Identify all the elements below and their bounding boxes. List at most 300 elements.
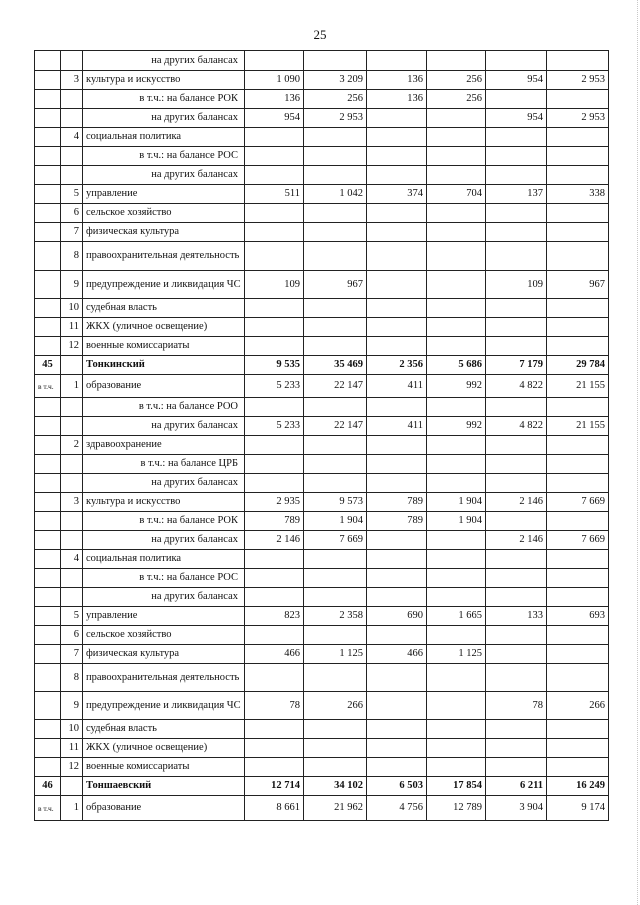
table-row <box>35 796 609 821</box>
row-main-number <box>35 645 61 664</box>
row-main-number <box>35 242 61 271</box>
row-main-number <box>35 90 61 109</box>
value-cell <box>304 474 367 493</box>
table-row <box>35 417 609 436</box>
value-cell <box>245 223 304 242</box>
value-cell <box>427 720 486 739</box>
value-cell <box>486 51 547 71</box>
row-main-number <box>35 550 61 569</box>
value-cell <box>304 455 367 474</box>
row-label: в т.ч.: на балансе РОК <box>83 512 245 531</box>
row-label: судебная власть <box>83 299 245 318</box>
value-cell: 266 <box>304 692 367 720</box>
value-cell <box>486 398 547 417</box>
value-cell <box>304 128 367 147</box>
row-sub-number <box>61 455 83 474</box>
value-cell: 411 <box>367 375 427 398</box>
table-row <box>35 71 609 90</box>
row-label: управление <box>83 185 245 204</box>
value-cell <box>427 739 486 758</box>
row-label: в т.ч.: на балансе РОК <box>83 90 245 109</box>
value-cell: 511 <box>245 185 304 204</box>
value-cell <box>547 90 609 109</box>
value-cell: 823 <box>245 607 304 626</box>
value-cell: 2 356 <box>367 356 427 375</box>
value-cell <box>245 720 304 739</box>
value-cell <box>486 204 547 223</box>
row-sub-number: 6 <box>61 626 83 645</box>
row-main-number <box>35 512 61 531</box>
district-row <box>35 356 609 375</box>
row-sub-number <box>61 109 83 128</box>
value-cell <box>304 299 367 318</box>
value-cell <box>486 436 547 455</box>
value-cell <box>367 166 427 185</box>
value-cell <box>304 166 367 185</box>
value-cell: 411 <box>367 417 427 436</box>
row-sub-number: 7 <box>61 223 83 242</box>
row-sub-number <box>61 512 83 531</box>
value-cell <box>427 531 486 550</box>
value-cell <box>245 242 304 271</box>
value-cell <box>547 569 609 588</box>
row-label: Тонкинский <box>83 356 245 375</box>
value-cell <box>547 588 609 607</box>
value-cell <box>427 436 486 455</box>
row-label: культура и искусство <box>83 71 245 90</box>
value-cell: 4 756 <box>367 796 427 821</box>
value-cell <box>367 147 427 166</box>
row-label: на других балансах <box>83 417 245 436</box>
table-row <box>35 185 609 204</box>
value-cell: 704 <box>427 185 486 204</box>
row-label: на других балансах <box>83 531 245 550</box>
row-label: образование <box>83 375 245 398</box>
value-cell <box>547 739 609 758</box>
value-cell <box>427 299 486 318</box>
value-cell <box>486 299 547 318</box>
value-cell <box>547 337 609 356</box>
value-cell <box>245 474 304 493</box>
value-cell <box>367 271 427 299</box>
value-cell <box>547 550 609 569</box>
table-row <box>35 109 609 128</box>
table-row <box>35 758 609 777</box>
value-cell <box>547 664 609 692</box>
row-label: ЖКХ (уличное освещение) <box>83 318 245 337</box>
row-label: военные комиссариаты <box>83 758 245 777</box>
value-cell <box>367 664 427 692</box>
row-label: образование <box>83 796 245 821</box>
value-cell <box>486 626 547 645</box>
row-label: судебная власть <box>83 720 245 739</box>
value-cell <box>304 569 367 588</box>
value-cell <box>547 204 609 223</box>
table-row <box>35 318 609 337</box>
value-cell <box>427 128 486 147</box>
row-label: на других балансах <box>83 166 245 185</box>
budget-table <box>34 50 609 821</box>
row-label: социальная политика <box>83 128 245 147</box>
value-cell <box>245 318 304 337</box>
value-cell: 2 953 <box>547 109 609 128</box>
table-row <box>35 626 609 645</box>
table-row <box>35 512 609 531</box>
value-cell: 21 155 <box>547 375 609 398</box>
value-cell <box>367 204 427 223</box>
row-sub-number: 3 <box>61 493 83 512</box>
value-cell <box>245 299 304 318</box>
table-row <box>35 692 609 720</box>
value-cell <box>427 337 486 356</box>
value-cell <box>245 337 304 356</box>
table-row <box>35 569 609 588</box>
value-cell: 2 953 <box>304 109 367 128</box>
value-cell <box>367 720 427 739</box>
row-label: предупреждение и ликвидация ЧС <box>83 271 245 299</box>
value-cell <box>245 128 304 147</box>
row-main-number <box>35 569 61 588</box>
row-main-number <box>35 692 61 720</box>
table-row <box>35 398 609 417</box>
table-row <box>35 588 609 607</box>
row-sub-number <box>61 588 83 607</box>
value-cell <box>304 51 367 71</box>
row-main-number <box>35 128 61 147</box>
value-cell <box>367 318 427 337</box>
value-cell <box>367 128 427 147</box>
value-cell <box>427 242 486 271</box>
value-cell <box>486 664 547 692</box>
value-cell <box>547 758 609 777</box>
value-cell <box>486 337 547 356</box>
value-cell <box>367 531 427 550</box>
value-cell <box>367 550 427 569</box>
value-cell: 9 174 <box>547 796 609 821</box>
value-cell: 7 669 <box>547 493 609 512</box>
value-cell <box>486 147 547 166</box>
value-cell: 5 233 <box>245 417 304 436</box>
value-cell <box>427 455 486 474</box>
value-cell: 1 904 <box>304 512 367 531</box>
row-main-number <box>35 147 61 166</box>
value-cell: 1 090 <box>245 71 304 90</box>
table-row <box>35 493 609 512</box>
value-cell <box>245 436 304 455</box>
value-cell <box>245 204 304 223</box>
row-sub-number: 10 <box>61 299 83 318</box>
value-cell: 256 <box>427 90 486 109</box>
value-cell <box>245 51 304 71</box>
value-cell: 954 <box>486 71 547 90</box>
value-cell: 8 661 <box>245 796 304 821</box>
row-main-number <box>35 185 61 204</box>
value-cell <box>245 166 304 185</box>
row-main-number <box>35 436 61 455</box>
value-cell <box>367 109 427 128</box>
row-sub-number <box>61 417 83 436</box>
value-cell: 137 <box>486 185 547 204</box>
value-cell <box>304 664 367 692</box>
value-cell: 9 535 <box>245 356 304 375</box>
value-cell: 1 904 <box>427 493 486 512</box>
value-cell: 5 233 <box>245 375 304 398</box>
table-row <box>35 223 609 242</box>
value-cell <box>486 588 547 607</box>
value-cell <box>427 204 486 223</box>
value-cell <box>547 147 609 166</box>
scan-edge-line <box>636 0 638 905</box>
value-cell <box>367 398 427 417</box>
row-main-number <box>35 588 61 607</box>
value-cell <box>486 128 547 147</box>
value-cell <box>304 626 367 645</box>
table-row <box>35 271 609 299</box>
row-label: правоохранительная деятельность <box>83 242 245 271</box>
value-cell <box>486 645 547 664</box>
value-cell <box>486 758 547 777</box>
value-cell: 338 <box>547 185 609 204</box>
value-cell: 1 042 <box>304 185 367 204</box>
value-cell: 256 <box>304 90 367 109</box>
value-cell <box>367 474 427 493</box>
table-row <box>35 531 609 550</box>
value-cell <box>427 692 486 720</box>
row-label: здравоохранение <box>83 436 245 455</box>
table-row <box>35 242 609 271</box>
row-label: в т.ч.: на балансе РОС <box>83 569 245 588</box>
row-sub-number <box>61 90 83 109</box>
value-cell: 133 <box>486 607 547 626</box>
value-cell: 1 665 <box>427 607 486 626</box>
table-body <box>35 51 609 821</box>
row-main-number <box>35 474 61 493</box>
value-cell: 4 822 <box>486 417 547 436</box>
row-main-number <box>35 204 61 223</box>
value-cell <box>486 720 547 739</box>
value-cell <box>245 569 304 588</box>
value-cell <box>367 758 427 777</box>
row-sub-number: 9 <box>61 692 83 720</box>
value-cell: 466 <box>367 645 427 664</box>
value-cell: 1 904 <box>427 512 486 531</box>
value-cell <box>367 569 427 588</box>
value-cell <box>486 455 547 474</box>
value-cell <box>245 398 304 417</box>
row-main-number <box>35 493 61 512</box>
row-label: физическая культура <box>83 223 245 242</box>
value-cell: 7 669 <box>547 531 609 550</box>
value-cell <box>304 147 367 166</box>
value-cell <box>304 436 367 455</box>
row-sub-number <box>61 777 83 796</box>
row-main-number <box>35 299 61 318</box>
value-cell <box>547 242 609 271</box>
value-cell: 2 146 <box>486 531 547 550</box>
row-label: культура и искусство <box>83 493 245 512</box>
value-cell: 256 <box>427 71 486 90</box>
value-cell: 789 <box>245 512 304 531</box>
value-cell: 21 962 <box>304 796 367 821</box>
table-row <box>35 128 609 147</box>
value-cell: 992 <box>427 375 486 398</box>
value-cell: 1 125 <box>427 645 486 664</box>
row-main-number <box>35 607 61 626</box>
value-cell <box>427 626 486 645</box>
value-cell: 374 <box>367 185 427 204</box>
row-label: на других балансах <box>83 51 245 71</box>
value-cell <box>367 692 427 720</box>
value-cell: 789 <box>367 512 427 531</box>
value-cell: 3 209 <box>304 71 367 90</box>
value-cell: 29 784 <box>547 356 609 375</box>
row-label: физическая культура <box>83 645 245 664</box>
value-cell <box>547 318 609 337</box>
row-main-number: в т.ч. <box>35 375 61 398</box>
row-label: сельское хозяйство <box>83 626 245 645</box>
value-cell: 2 146 <box>486 493 547 512</box>
value-cell: 136 <box>245 90 304 109</box>
value-cell <box>367 242 427 271</box>
value-cell <box>304 758 367 777</box>
row-main-number <box>35 223 61 242</box>
value-cell <box>427 664 486 692</box>
value-cell <box>486 90 547 109</box>
value-cell <box>427 550 486 569</box>
row-label: на других балансах <box>83 474 245 493</box>
value-cell: 3 904 <box>486 796 547 821</box>
row-sub-number <box>61 398 83 417</box>
value-cell: 954 <box>245 109 304 128</box>
value-cell: 2 935 <box>245 493 304 512</box>
row-main-number <box>35 739 61 758</box>
value-cell: 967 <box>547 271 609 299</box>
table-row <box>35 337 609 356</box>
value-cell: 136 <box>367 71 427 90</box>
value-cell <box>367 626 427 645</box>
row-sub-number <box>61 531 83 550</box>
value-cell <box>245 758 304 777</box>
row-sub-number: 4 <box>61 128 83 147</box>
value-cell <box>547 128 609 147</box>
value-cell: 690 <box>367 607 427 626</box>
value-cell <box>486 242 547 271</box>
row-main-number <box>35 417 61 436</box>
value-cell <box>547 474 609 493</box>
value-cell: 1 125 <box>304 645 367 664</box>
value-cell: 7 669 <box>304 531 367 550</box>
value-cell <box>427 271 486 299</box>
value-cell <box>367 588 427 607</box>
value-cell: 9 573 <box>304 493 367 512</box>
value-cell <box>486 512 547 531</box>
row-label: управление <box>83 607 245 626</box>
value-cell <box>367 739 427 758</box>
table-row <box>35 166 609 185</box>
row-main-number <box>35 720 61 739</box>
row-label: правоохранительная деятельность <box>83 664 245 692</box>
row-label: в т.ч.: на балансе РОО <box>83 398 245 417</box>
row-main-number <box>35 271 61 299</box>
row-main-number <box>35 758 61 777</box>
row-label: Тоншаевский <box>83 777 245 796</box>
value-cell <box>367 51 427 71</box>
table-row <box>35 739 609 758</box>
row-sub-number <box>61 569 83 588</box>
value-cell: 21 155 <box>547 417 609 436</box>
table-row <box>35 607 609 626</box>
value-cell <box>486 166 547 185</box>
value-cell <box>427 166 486 185</box>
value-cell: 35 469 <box>304 356 367 375</box>
value-cell <box>304 242 367 271</box>
page-number: 25 <box>313 27 327 42</box>
value-cell: 2 953 <box>547 71 609 90</box>
row-sub-number: 3 <box>61 71 83 90</box>
table-row <box>35 90 609 109</box>
row-sub-number: 11 <box>61 739 83 758</box>
value-cell: 693 <box>547 607 609 626</box>
row-label: на других балансах <box>83 109 245 128</box>
row-sub-number: 6 <box>61 204 83 223</box>
value-cell: 6 503 <box>367 777 427 796</box>
value-cell <box>245 550 304 569</box>
value-cell <box>245 664 304 692</box>
row-main-number: 45 <box>35 356 61 375</box>
value-cell: 22 147 <box>304 375 367 398</box>
value-cell <box>486 569 547 588</box>
value-cell: 2 146 <box>245 531 304 550</box>
row-sub-number: 1 <box>61 796 83 821</box>
value-cell <box>427 223 486 242</box>
value-cell <box>245 626 304 645</box>
value-cell: 7 179 <box>486 356 547 375</box>
row-main-number <box>35 664 61 692</box>
value-cell <box>427 109 486 128</box>
value-cell <box>427 51 486 71</box>
value-cell <box>367 436 427 455</box>
row-sub-number <box>61 356 83 375</box>
table-row <box>35 299 609 318</box>
value-cell <box>427 398 486 417</box>
value-cell <box>304 204 367 223</box>
value-cell <box>367 455 427 474</box>
value-cell <box>304 720 367 739</box>
row-label: предупреждение и ликвидация ЧС <box>83 692 245 720</box>
value-cell <box>427 758 486 777</box>
value-cell <box>486 474 547 493</box>
table-row <box>35 550 609 569</box>
row-sub-number: 5 <box>61 185 83 204</box>
table-row <box>35 436 609 455</box>
row-sub-number <box>61 51 83 71</box>
row-main-number <box>35 531 61 550</box>
value-cell: 34 102 <box>304 777 367 796</box>
row-sub-number: 8 <box>61 664 83 692</box>
value-cell <box>304 398 367 417</box>
row-main-number <box>35 455 61 474</box>
row-main-number: 46 <box>35 777 61 796</box>
row-sub-number <box>61 474 83 493</box>
value-cell <box>547 398 609 417</box>
row-main-number: в т.ч. <box>35 796 61 821</box>
value-cell <box>547 645 609 664</box>
value-cell: 266 <box>547 692 609 720</box>
row-main-number <box>35 51 61 71</box>
value-cell <box>245 739 304 758</box>
value-cell: 967 <box>304 271 367 299</box>
value-cell <box>367 337 427 356</box>
